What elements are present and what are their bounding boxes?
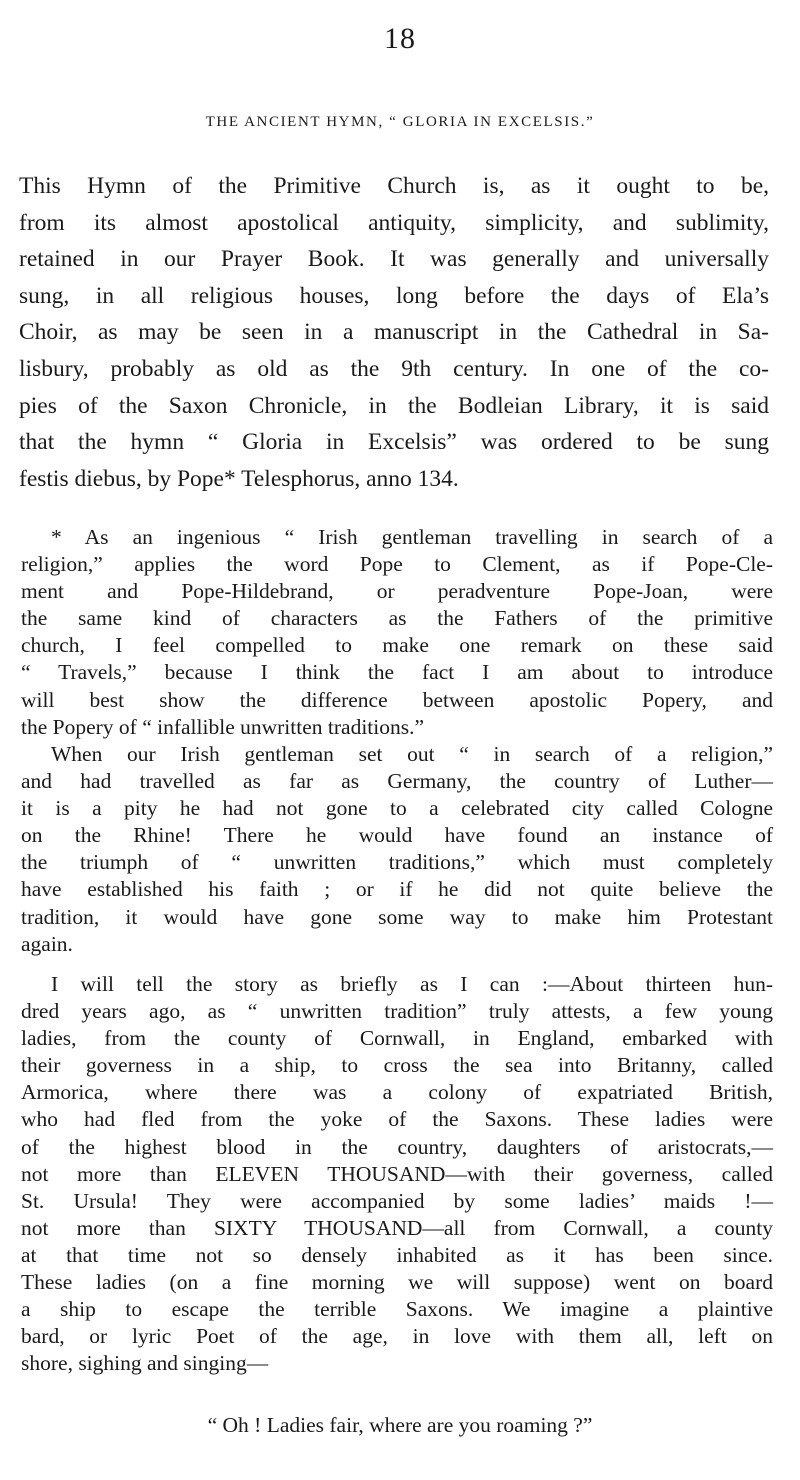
footnote-line: a ship to escape the terrible Saxons. We imagine a plaintive xyxy=(21,1297,773,1322)
footnote-line: the Popery of “ infallible unwritten traditions.” xyxy=(21,714,425,739)
footnote-line: These ladies (on a fine morning we will suppose) went on board xyxy=(21,1270,773,1295)
footnote-line: of the highest blood in the country, daughters of aristocrats,— xyxy=(21,1134,773,1159)
page-number: 18 xyxy=(384,22,416,55)
footnote-line: who had fled from the yoke of the Saxons. These ladies were xyxy=(21,1107,773,1132)
footnote-line: not more than ELEVEN THOUSAND—with their governess, called xyxy=(21,1161,773,1186)
main-line: from its almost apostolical antiquity, simplicity, and sublimity, xyxy=(19,209,769,236)
footnote-line: it is a pity he had not gone to a celebrated city called Cologne xyxy=(21,796,773,821)
main-line: lisbury, probably as old as the 9th century. In one of the co- xyxy=(19,355,769,382)
footnote-line: * As an ingenious “ Irish gentleman travelling in search of a xyxy=(51,525,773,549)
footnote-line: Armorica, where there was a colony of expatriated British, xyxy=(21,1080,773,1105)
footnote-line: bard, or lyric Poet of the age, in love with them all, left on xyxy=(21,1324,773,1349)
footnote-paragraph-3 xyxy=(21,971,773,1377)
footnote-line: ment and Pope-Hildebrand, or peradventure Pope-Joan, were xyxy=(21,579,773,604)
footnote-line: “ Travels,” because I think the fact I am about to introduce xyxy=(21,660,773,685)
page-title: THE ANCIENT HYMN, “ GLORIA IN EXCELSIS.” xyxy=(205,114,595,130)
footnote-line: again. xyxy=(21,931,73,956)
footnote-line: dred years ago, as “ unwritten tradition” truly attests, a few young xyxy=(21,999,773,1024)
footnote-line: on the Rhine! There he would have found an instance of xyxy=(21,823,773,848)
main-line: This Hymn of the Primitive Church is, as it ought to be, xyxy=(19,173,769,199)
main-line: sung, in all religious houses, long before the days of Ela’s xyxy=(19,282,769,309)
footnote-line: the triumph of “ unwritten traditions,” which must completely xyxy=(21,850,773,875)
footnote-line: will best show the difference between apostolic Popery, and xyxy=(21,687,773,712)
main-paragraph xyxy=(19,168,769,497)
main-line: that the hymn “ Gloria in Excelsis” was ordered to be sung xyxy=(19,429,769,456)
footnote-line: shore, sighing and singing— xyxy=(21,1351,269,1376)
footnote-paragraph-1 xyxy=(21,524,773,741)
footnote-line: their governess in a ship, to cross the sea into Britanny, called xyxy=(21,1053,773,1078)
footnote-line: tradition, it would have gone some way to make him Protestant xyxy=(21,904,773,929)
footnote-line: I will tell the story as briefly as I can :—About thirteen hun- xyxy=(51,972,773,996)
main-line: pies of the Saxon Chronicle, in the Bodleian Library, it is said xyxy=(19,392,769,419)
main-line: festis diebus, by Pope* Telesphorus, anno 134. xyxy=(19,465,459,492)
main-line: Choir, as may be seen in a manuscript in the Cathedral in Sa- xyxy=(19,319,769,346)
footnote-line: When our Irish gentleman set out “ in search of a religion,” xyxy=(51,742,773,766)
footnote-line: have established his faith ; or if he did not quite believe the xyxy=(21,877,773,902)
footnote-line: religion,” applies the word Pope to Clement, as if Pope-Cle- xyxy=(21,552,773,577)
footnote-line: church, I feel compelled to make one remark on these said xyxy=(21,633,773,658)
footnote-line: and had travelled as far as Germany, the country of Luther— xyxy=(21,769,773,794)
footnote-paragraph-2 xyxy=(21,741,773,958)
footnote-line: the same kind of characters as the Fathers of the primitive xyxy=(21,606,773,631)
footnote-line: ladies, from the county of Cornwall, in England, embarked with xyxy=(21,1026,773,1051)
main-line: retained in our Prayer Book. It was generally and universally xyxy=(19,246,769,273)
footnote-line: St. Ursula! They were accompanied by some ladies’ maids !— xyxy=(21,1188,773,1213)
footnote-line: not more than SIXTY THOUSAND—all from Cornwall, a county xyxy=(21,1215,773,1240)
footnote-line: at that time not so densely inhabited as it has been since. xyxy=(21,1242,773,1267)
verse-line: “ Oh ! Ladies fair, where are you roaming ?” xyxy=(207,1413,593,1437)
